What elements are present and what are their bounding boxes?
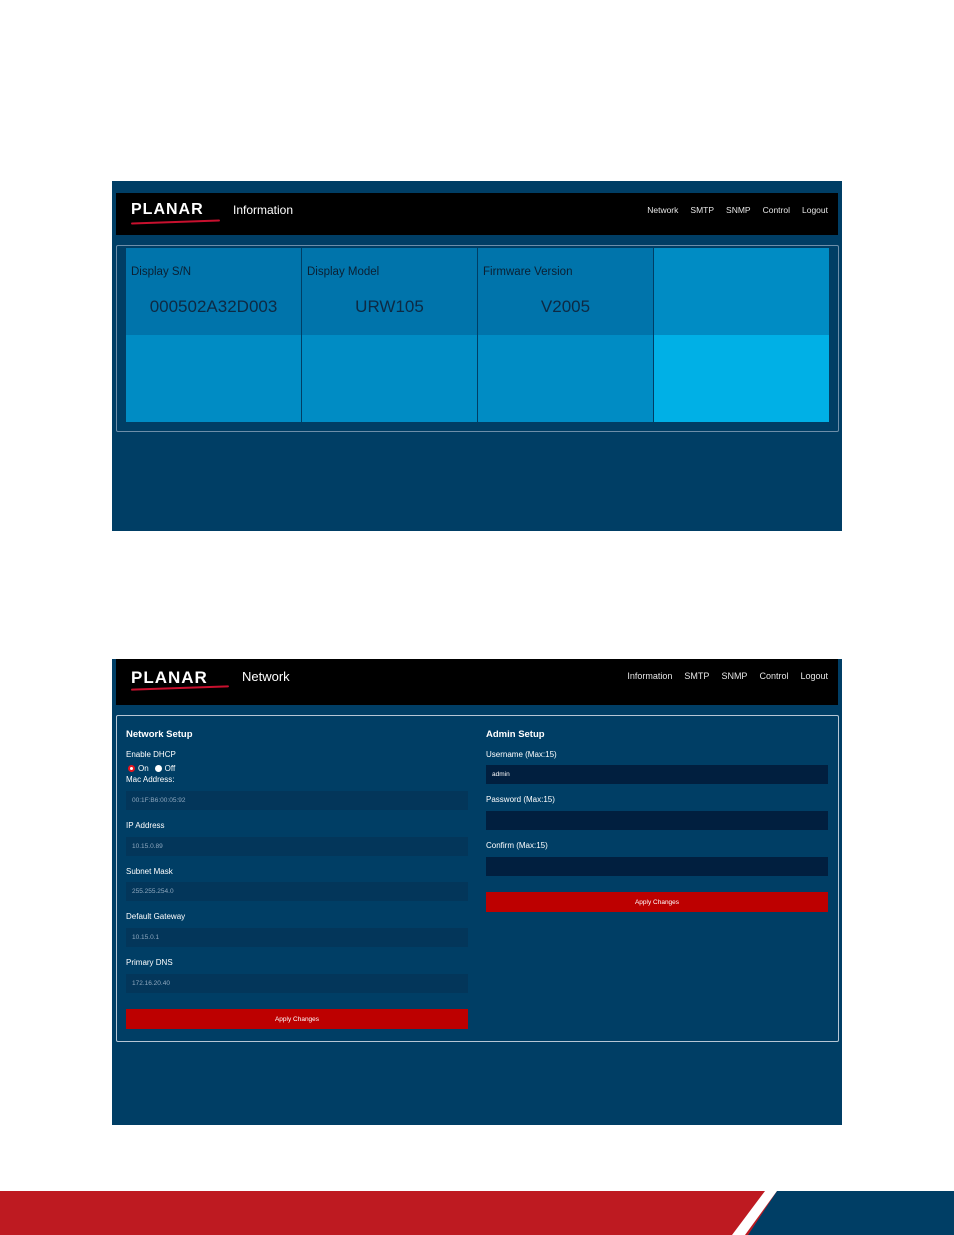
- tile-empty: [126, 335, 301, 422]
- info-panel: [116, 245, 839, 432]
- nav-logout[interactable]: Logout: [802, 205, 828, 215]
- footer-graphic: [0, 1189, 954, 1235]
- tile-display-sn: [126, 248, 301, 335]
- navbar: [116, 193, 838, 235]
- tile-empty: [302, 335, 477, 422]
- tile-empty: [654, 335, 829, 422]
- nav-smtp[interactable]: SMTP: [690, 205, 715, 215]
- nav-control[interactable]: Control: [762, 205, 790, 215]
- tile-display-model: [302, 248, 477, 335]
- tile-value: URW105: [355, 297, 424, 316]
- nav-snmp[interactable]: SNMP: [721, 671, 748, 681]
- nav-network[interactable]: Network: [647, 205, 679, 215]
- ip-address-field[interactable]: [126, 837, 468, 856]
- navbar: [116, 659, 838, 705]
- dhcp-on-label: On: [138, 764, 149, 773]
- page-title: Network: [242, 669, 290, 684]
- gateway-label: Default Gateway: [126, 912, 186, 921]
- network-screenshot: [112, 659, 842, 1125]
- mac-label: Mac Address:: [126, 775, 175, 784]
- tile-empty: [654, 248, 829, 335]
- default-gateway-field[interactable]: [126, 928, 468, 947]
- nav-smtp[interactable]: SMTP: [684, 671, 710, 681]
- logo-swoosh: [131, 219, 220, 224]
- dhcp-off-radio[interactable]: [155, 765, 162, 772]
- dhcp-radio-group: [128, 764, 175, 773]
- tile-label: Display S/N: [131, 266, 192, 278]
- nav-snmp[interactable]: SNMP: [726, 205, 751, 215]
- username-label: Username (Max:15): [486, 750, 557, 759]
- tile-label: Display Model: [307, 266, 380, 278]
- password-field[interactable]: [486, 811, 828, 830]
- ip-label: IP Address: [126, 821, 165, 830]
- network-apply-button[interactable]: Apply Changes: [126, 1009, 468, 1029]
- section-title: Admin Setup: [486, 729, 545, 740]
- planar-logo: PLANAR: [131, 201, 204, 218]
- username-field[interactable]: [486, 765, 828, 784]
- tile-firmware-version: [478, 248, 653, 335]
- mac-address-field[interactable]: [126, 791, 468, 810]
- network-panel: [116, 715, 839, 1042]
- footer-navy-shape: [748, 1191, 954, 1235]
- tile-value: 000502A32D003: [149, 297, 278, 316]
- page-title: Information: [233, 203, 294, 217]
- dhcp-on-radio[interactable]: [128, 765, 135, 772]
- dhcp-off-label: Off: [164, 764, 176, 773]
- section-title: Network Setup: [126, 729, 193, 740]
- footer-top-line: [428, 1189, 768, 1191]
- confirm-label: Confirm (Max:15): [486, 841, 548, 850]
- information-screenshot: [112, 181, 842, 531]
- nav-control[interactable]: Control: [759, 671, 789, 681]
- dns-label: Primary DNS: [126, 958, 173, 967]
- subnet-mask-field[interactable]: [126, 882, 468, 901]
- confirm-field[interactable]: [486, 857, 828, 876]
- primary-dns-field[interactable]: [126, 974, 468, 993]
- tile-label: Firmware Version: [483, 266, 573, 278]
- admin-apply-button[interactable]: Apply Changes: [486, 892, 828, 912]
- nav-logout[interactable]: Logout: [800, 671, 828, 681]
- nav-information[interactable]: Information: [627, 671, 673, 681]
- tile-value: V2005: [540, 297, 591, 316]
- nav-menu: [627, 671, 828, 681]
- nav-menu: [647, 205, 828, 215]
- dhcp-label: Enable DHCP: [126, 750, 176, 759]
- planar-logo: PLANAR: [131, 668, 208, 687]
- password-label: Password (Max:15): [486, 795, 555, 804]
- subnet-label: Subnet Mask: [126, 867, 173, 876]
- tile-empty: [478, 335, 653, 422]
